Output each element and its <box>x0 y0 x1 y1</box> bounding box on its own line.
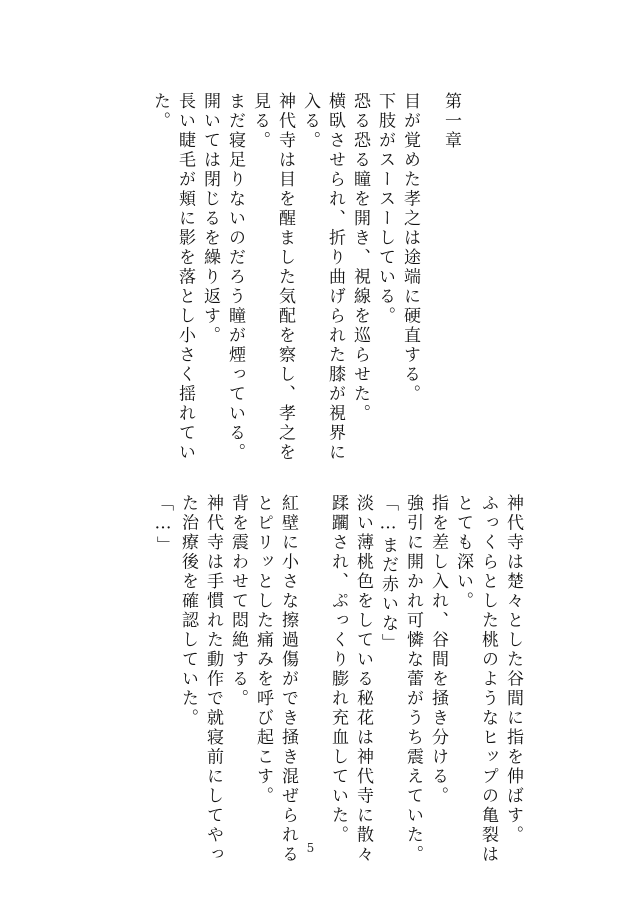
text-column: た。 <box>150 92 170 131</box>
chapter-title: 第一章 <box>441 92 461 151</box>
text-column: 目が覚めた孝之は途端に硬直する。 <box>400 92 420 404</box>
text-column: 「…」 <box>153 494 173 556</box>
text-column: 入る。 <box>300 92 320 151</box>
text-column: ふっくらとした桃のようなヒップの亀裂は <box>478 494 498 865</box>
text-column: 見る。 <box>250 92 270 151</box>
text-column: 神代寺は手慣れた動作で就寝前にしてやっ <box>203 494 223 865</box>
text-column: 強引に開かれ可憐な蕾がうち震えていた。 <box>403 494 423 865</box>
text-column: とても深い。 <box>453 494 473 611</box>
text-column: 指を差し入れ、谷間を掻き分ける。 <box>428 494 448 806</box>
text-column: 神代寺は楚々とした谷間に指を伸ばす。 <box>503 494 523 845</box>
text-column: 横臥させられ、折り曲げられた膝が視界に <box>325 92 345 463</box>
text-column: 恐る恐る瞳を開き、視線を巡らせた。 <box>350 92 370 424</box>
text-column: た治療後を確認していた。 <box>178 494 198 728</box>
text-block-bottom <box>150 494 525 865</box>
text-column: とピリッとした痛みを呼び起こす。 <box>253 494 273 806</box>
text-column: 長い睫毛が頬に影を落とし小さく揺れてい <box>175 92 195 463</box>
page-number: 5 <box>306 841 315 855</box>
text-column: 開いては閉じるを繰り返す。 <box>200 92 220 346</box>
text-column: 蹂躙され、ぷっくり膨れ充血していた。 <box>328 494 348 845</box>
text-column: 背を震わせて悶絶する。 <box>228 494 248 709</box>
text-column: 紅壁に小さな擦過傷ができ掻き混ぜられる <box>278 494 298 865</box>
text-column: 「…まだ赤いな」 <box>378 494 398 653</box>
text-block-top <box>147 92 463 463</box>
text-column: 下肢がスースーしている。 <box>375 92 395 326</box>
text-column: まだ寝足りないのだろう瞳が煙っている。 <box>225 92 245 463</box>
text-column: 神代寺は目を醒ました気配を察し、孝之を <box>275 92 295 463</box>
text-column: 淡い薄桃色をしている秘花は神代寺に散々 <box>353 494 373 865</box>
blank-column <box>300 494 325 865</box>
